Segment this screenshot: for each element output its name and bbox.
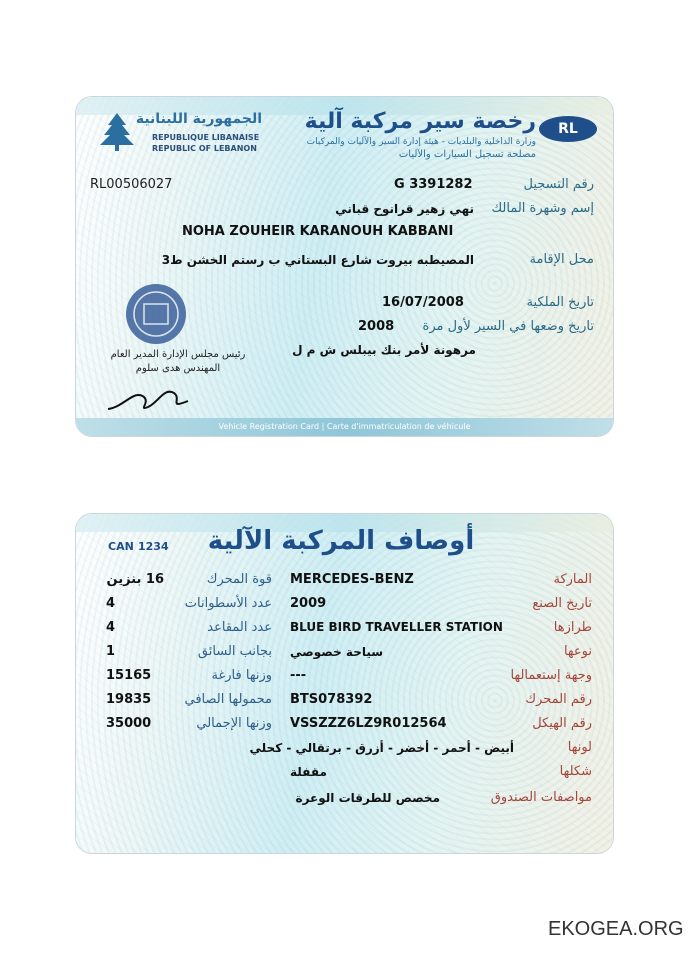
spec-value: 2009 [290, 596, 327, 611]
ownership-date: 16/07/2008 [382, 295, 464, 310]
official-seal-icon [124, 282, 188, 346]
owner-name-english: NOHA ZOUHEIR KARANOUH KABBANI [182, 224, 454, 239]
republic-english: REPUBLIC OF LEBANON [152, 144, 257, 153]
spec-value: أبيض - أحمر - أخضر - أزرق - برتقالي - كحلي [249, 741, 514, 755]
registration-number: G 3391282 [394, 177, 473, 192]
spec-value: 4 [106, 596, 116, 611]
spec-label: تاريخ الصنع [532, 596, 592, 611]
republic-arabic: الجمهورية اللبنانية [135, 111, 262, 127]
serial-number: RL00506027 [90, 177, 173, 192]
department-line: مصلحة تسجيل السيارات والآليات [398, 149, 536, 160]
spec-value: --- [290, 668, 307, 683]
spec-value: BTS078392 [290, 692, 373, 707]
first-use-year: 2008 [358, 319, 395, 334]
can-value: 1234 [138, 540, 169, 553]
card-footer: Vehicle Registration Card | Carte d'immatriculation de véhicule [76, 418, 613, 436]
spec-label: رقم المحرك [525, 692, 592, 707]
spec-value: VSSZZZ6LZ9R012564 [290, 716, 447, 731]
registration-card-back [76, 514, 613, 853]
owner-name-arabic: نهي زهير قرانوح قباني [335, 202, 474, 216]
spec-value: 16 بنزين [106, 572, 164, 587]
spec-label: طرازها [553, 620, 592, 635]
spec-label: بجانب السائق [197, 644, 272, 659]
spec-label: محمولها الصافي [184, 692, 272, 707]
owner-label: إسم وشهرة المالك [491, 201, 594, 216]
registration-number-label: رقم التسجيل [523, 177, 594, 192]
signature-icon [104, 379, 194, 419]
signatory-title: رئيس مجلس الإدارة المدير العام [110, 349, 246, 360]
spec-value: 19835 [106, 692, 152, 707]
address-label: محل الإقامة [529, 252, 594, 267]
spec-value: BLUE BIRD TRAVELLER STATION [290, 620, 503, 634]
spec-value: 15165 [106, 668, 152, 683]
signatory-name: المهندس هدى سلوم [135, 363, 221, 374]
spec-label: الماركة [553, 572, 592, 587]
spec-value: مقفلة [290, 765, 327, 779]
spec-label: قوة المحرك [206, 572, 272, 587]
spec-label: شكلها [559, 764, 592, 779]
spec-value: مخصص للطرقات الوعرة [295, 791, 440, 805]
first-use-label: تاريخ وضعها في السير لأول مرة [422, 319, 594, 334]
spec-value: 1 [106, 644, 116, 659]
vehicle-specs-left [76, 514, 286, 853]
republic-french: REPUBLIQUE LIBANAISE [152, 133, 260, 142]
spec-label: لونها [567, 740, 592, 755]
ministry-line: وزارة الداخلية والبلديات - هيئة إدارة السير والآليات والمركبات [306, 137, 536, 147]
address-value: المصيطبه بيروت شارع البستاني ب رستم الخشن ط3 [161, 253, 474, 267]
brand-watermark: EKOGEA.ORG [548, 918, 684, 940]
spec-label: مواصفات الصندوق [490, 790, 592, 805]
spec-label: وجهة إستعمالها [510, 668, 592, 683]
can-label: CAN [108, 540, 134, 553]
cedar-emblem-icon [92, 111, 142, 153]
mortgage-note: مرهونة لأمر بنك بيبلس ش م ل [292, 343, 476, 357]
spec-label: وزنها فارغة [211, 668, 272, 683]
registration-card-front [76, 97, 613, 436]
spec-value: 4 [106, 620, 116, 635]
spec-label: نوعها [563, 644, 592, 659]
spec-label: عدد المقاعد [207, 620, 272, 635]
back-title: أوصاف المركبة الآلية [207, 526, 475, 556]
ownership-date-label: تاريخ الملكية [526, 295, 594, 310]
spec-label: عدد الأسطوانات [184, 596, 272, 611]
spec-value: سياحة خصوصي [290, 645, 384, 659]
spec-label: رقم الهيكل [532, 716, 592, 731]
spec-value: 35000 [106, 716, 152, 731]
card-title: رخصة سير مركبة آلية [304, 109, 536, 134]
rl-badge: RL [539, 116, 597, 142]
spec-value: MERCEDES-BENZ [290, 572, 414, 587]
spec-label: وزنها الإجمالي [196, 716, 272, 731]
